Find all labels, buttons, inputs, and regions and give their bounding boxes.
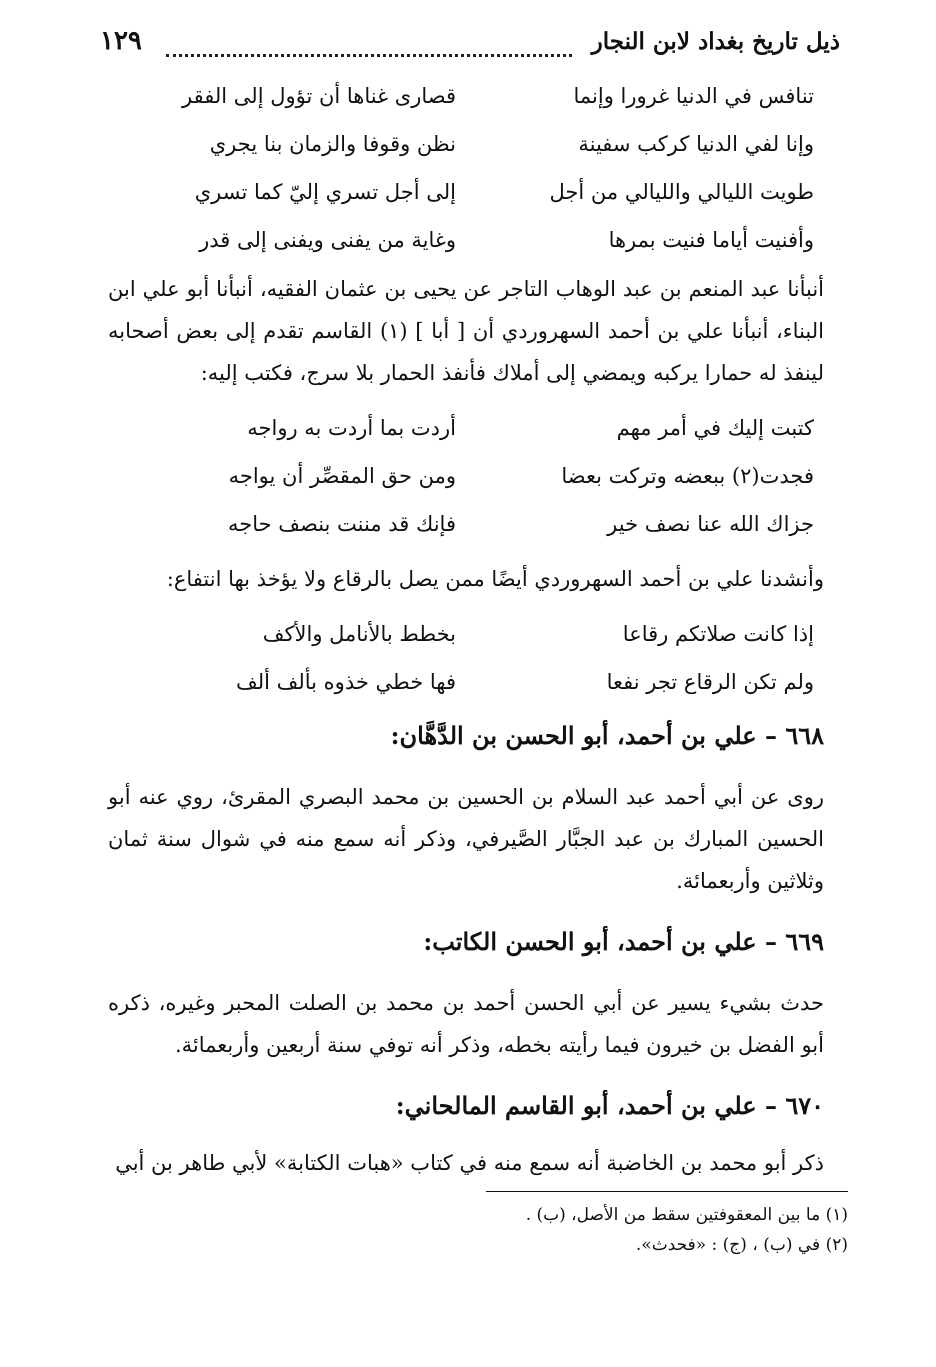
verse-line bbox=[108, 658, 824, 706]
footnote-separator bbox=[486, 1191, 848, 1192]
poem-1 bbox=[108, 72, 824, 264]
footnote-2: (٢) في (ب) ، (ج) : «فحدث». bbox=[635, 1235, 848, 1255]
verse-line bbox=[108, 610, 824, 658]
entry-heading: ٦٧٠ – علي بن أحمد، أبو القاسم المالحاني: bbox=[395, 1091, 824, 1120]
running-title: ذيل تاريخ بغداد لابن النجار bbox=[591, 28, 840, 55]
entry-text: حدث بشيء يسير عن أبي الحسن أحمد بن محمد بن الصلت المحبر وغيره، ذكره أبو الفضل بن خيرون فيما رأيته بخطه، وذكر أنه توفي سنة أربعين وأربعمائة. bbox=[108, 991, 824, 1057]
verse-second-hemistich: أردت بما أردت به رواجه bbox=[247, 416, 456, 440]
verse-second-hemistich: فها خطي خذوه بألف ألف bbox=[235, 670, 456, 694]
footnotes bbox=[128, 1200, 848, 1260]
entry-heading: ٦٦٩ – علي بن أحمد، أبو الحسن الكاتب: bbox=[423, 927, 824, 956]
verse-line bbox=[108, 500, 824, 548]
verse-first-hemistich: جزاك الله عنا نصف خير bbox=[607, 512, 814, 536]
verse-first-hemistich: إذا كانت صلاتكم رقاعا bbox=[622, 622, 814, 646]
page-header bbox=[100, 22, 840, 68]
verse-second-hemistich: بخطط بالأنامل والأكف bbox=[262, 622, 456, 646]
verse-second-hemistich: ومن حق المقصِّر أن يواجه bbox=[228, 464, 456, 488]
narration-paragraph: أنبأنا عبد المنعم بن عبد الوهاب التاجر عن يحيى بن عثمان الفقيه، أنبأنا أبو علي ابن البناء، أنبأنا علي بن أحمد السهروردي أن [ أبا ] (١) القاسم تقدم إلى بعض أصحابه لينفذ له حمارا يركبه ويمضي إلى أملاك فأنفذ الحمار بلا سرج، فكتب إليه: bbox=[108, 277, 824, 385]
verse-first-hemistich: فجدت(٢) ببعضه وتركت بعضا bbox=[561, 464, 814, 488]
poem-3 bbox=[108, 610, 824, 706]
verse-first-hemistich: تنافس في الدنيا غرورا وإنما bbox=[573, 84, 814, 108]
verse-line bbox=[108, 404, 824, 452]
verse-line bbox=[108, 452, 824, 500]
verse-second-hemistich: نظن وقوفا والزمان بنا يجري bbox=[209, 132, 456, 156]
verse-line bbox=[108, 120, 824, 168]
verse-first-hemistich: ولم تكن الرقاع تجر نفعا bbox=[606, 670, 814, 694]
verse-second-hemistich: فإنك قد مننت بنصف حاجه bbox=[227, 512, 456, 536]
verse-second-hemistich: وغاية من يفنى ويفنى إلى قدر bbox=[199, 228, 456, 252]
narration-paragraph: وأنشدنا علي بن أحمد السهروردي أيضًا ممن يصل بالرقاع ولا يؤخذ بها انتفاع: bbox=[166, 567, 824, 591]
verse-first-hemistich: كتبت إليك في أمر مهم bbox=[616, 416, 814, 440]
entry-text: ذكر أبو محمد بن الخاضبة أنه سمع منه في كتاب «هبات الكتابة» لأبي طاهر بن أبي bbox=[115, 1151, 824, 1175]
page-number: ١٢٩ bbox=[100, 26, 142, 56]
verse-first-hemistich: طويت الليالي والليالي من أجل bbox=[549, 180, 814, 204]
verse-second-hemistich: إلى أجل تسري إليّ كما تسري bbox=[194, 180, 456, 204]
footnote-1: (١) ما بين المعقوفتين سقط من الأصل، (ب) . bbox=[525, 1205, 848, 1225]
verse-first-hemistich: وإنا لفي الدنيا كركب سفينة bbox=[578, 132, 814, 156]
verse-first-hemistich: وأفنيت أياما فنيت بمرها bbox=[608, 228, 814, 252]
verse-line bbox=[108, 168, 824, 216]
header-dotted-leader bbox=[166, 54, 572, 57]
verse-second-hemistich: قصارى غناها أن تؤول إلى الفقر bbox=[182, 84, 456, 108]
verse-line bbox=[108, 72, 824, 120]
poem-2 bbox=[108, 404, 824, 548]
verse-line bbox=[108, 216, 824, 264]
entry-heading: ٦٦٨ – علي بن أحمد، أبو الحسن بن الدَّهَّان: bbox=[390, 721, 824, 750]
entry-text: روى عن أبي أحمد عبد السلام بن الحسين بن محمد البصري المقرئ، روي عنه أبو الحسين المبارك بن عبد الجبَّار الصَّيرفي، وذكر أنه سمع منه في شوال سنة ثمان وثلاثين وأربعمائة. bbox=[108, 785, 824, 893]
